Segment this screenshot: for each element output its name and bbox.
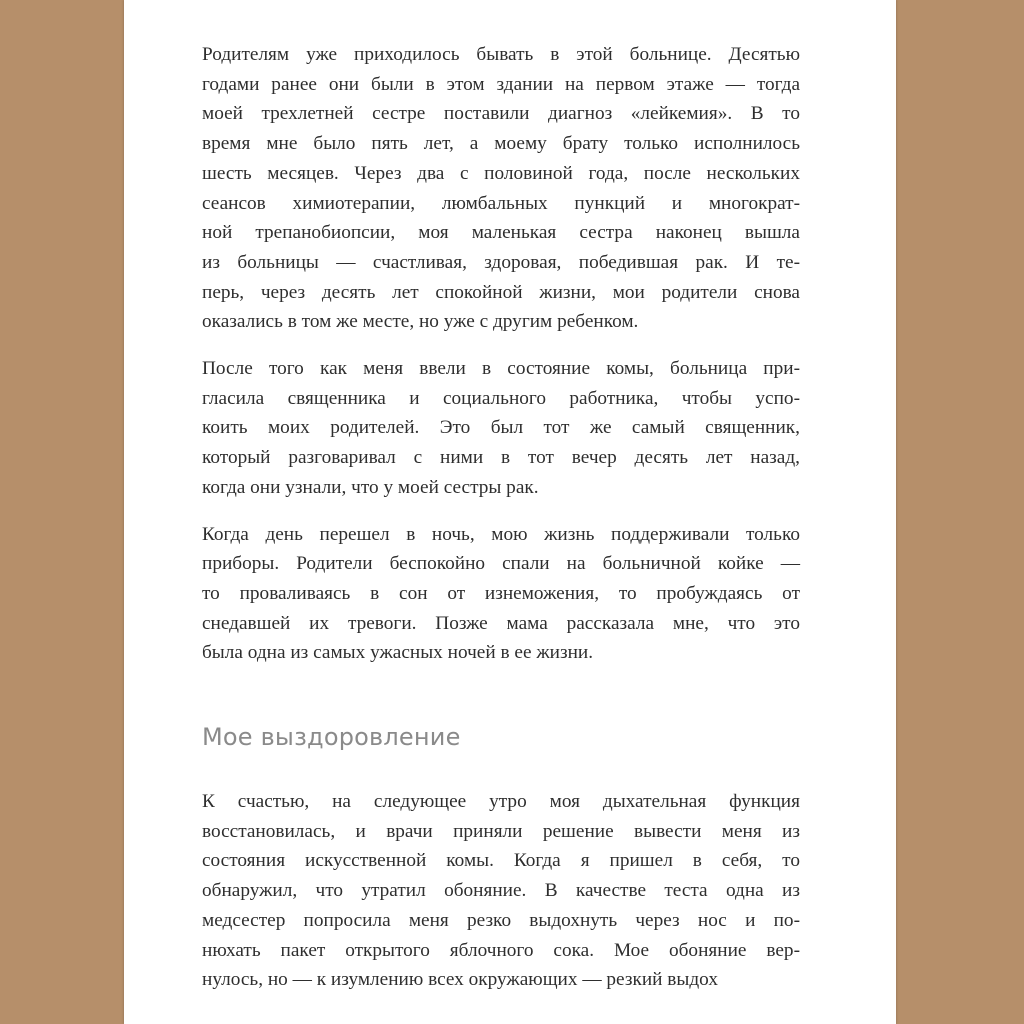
text-line: оказались в том же месте, но уже с другим ребенком. — [202, 311, 639, 333]
text-line: Когда день перешел в ночь, мою жизнь поддерживали только — [202, 523, 800, 545]
text-line: коить моих родителей. Это был тот же самый священник, — [202, 417, 800, 439]
text-line: перь, через десять лет спокойной жизни, мои родители снова — [202, 281, 800, 303]
text-line: годами ранее они были в этом здании на первом этаже — тогда — [202, 73, 800, 95]
text-line: состояния искусственной комы. Когда я пришел в себя, то — [202, 850, 800, 872]
text-line: После того как меня ввели в состояние комы, больница при- — [202, 358, 800, 380]
text-line: ной трепанобиопсии, моя маленькая сестра наконец вышла — [202, 222, 800, 244]
text-line: шесть месяцев. Через два с половиной года, после нескольких — [202, 162, 800, 184]
section-heading: Мое выздоровление — [202, 723, 461, 752]
book-page — [124, 0, 896, 1024]
text-line: обнаружил, что утратил обоняние. В качестве теста одна из — [202, 880, 800, 902]
text-line: нюхать пакет открытого яблочного сока. Мое обоняние вер- — [202, 939, 800, 961]
text-line: то проваливаясь в сон от изнеможения, то пробуждаясь от — [202, 582, 800, 604]
paragraph — [202, 40, 800, 337]
text-line: снедавшей их тревоги. Позже мама рассказала мне, что это — [202, 612, 800, 634]
paragraph — [202, 354, 800, 503]
text-line: нулось, но — к изумлению всех окружающих — резкий выдох — [202, 969, 718, 991]
text-line: медсестер попросила меня резко выдохнуть через нос и по- — [202, 909, 800, 931]
text-line: когда они узнали, что у моей сестры рак. — [202, 476, 539, 498]
text-line: К счастью, на следующее утро моя дыхательная функция — [202, 791, 800, 813]
text-line: моей трехлетней сестре поставили диагноз «лейкемия». В то — [202, 103, 800, 125]
section-body-text — [202, 787, 800, 995]
paragraph — [202, 520, 800, 669]
text-line: восстановилась, и врачи приняли решение вывести меня из — [202, 820, 800, 842]
text-line: время мне было пять лет, а моему брату только исполнилось — [202, 133, 800, 155]
text-line: гласила священника и социального работника, чтобы успо- — [202, 387, 800, 409]
text-line: приборы. Родители беспокойно спали на больничной койке — — [202, 553, 800, 575]
text-line: из больницы — счастливая, здоровая, победившая рак. И те- — [202, 251, 800, 273]
page-content — [202, 40, 800, 1012]
text-line: сеансов химиотерапии, люмбальных пункций и многократ- — [202, 192, 800, 214]
text-line: Родителям уже приходилось бывать в этой больнице. Десятью — [202, 44, 800, 65]
paragraph — [202, 787, 800, 995]
text-line: была одна из самых ужасных ночей в ее жизни. — [202, 642, 594, 664]
pre-section-text — [202, 40, 800, 668]
text-line: который разговаривал с ними в тот вечер десять лет назад, — [202, 447, 800, 469]
